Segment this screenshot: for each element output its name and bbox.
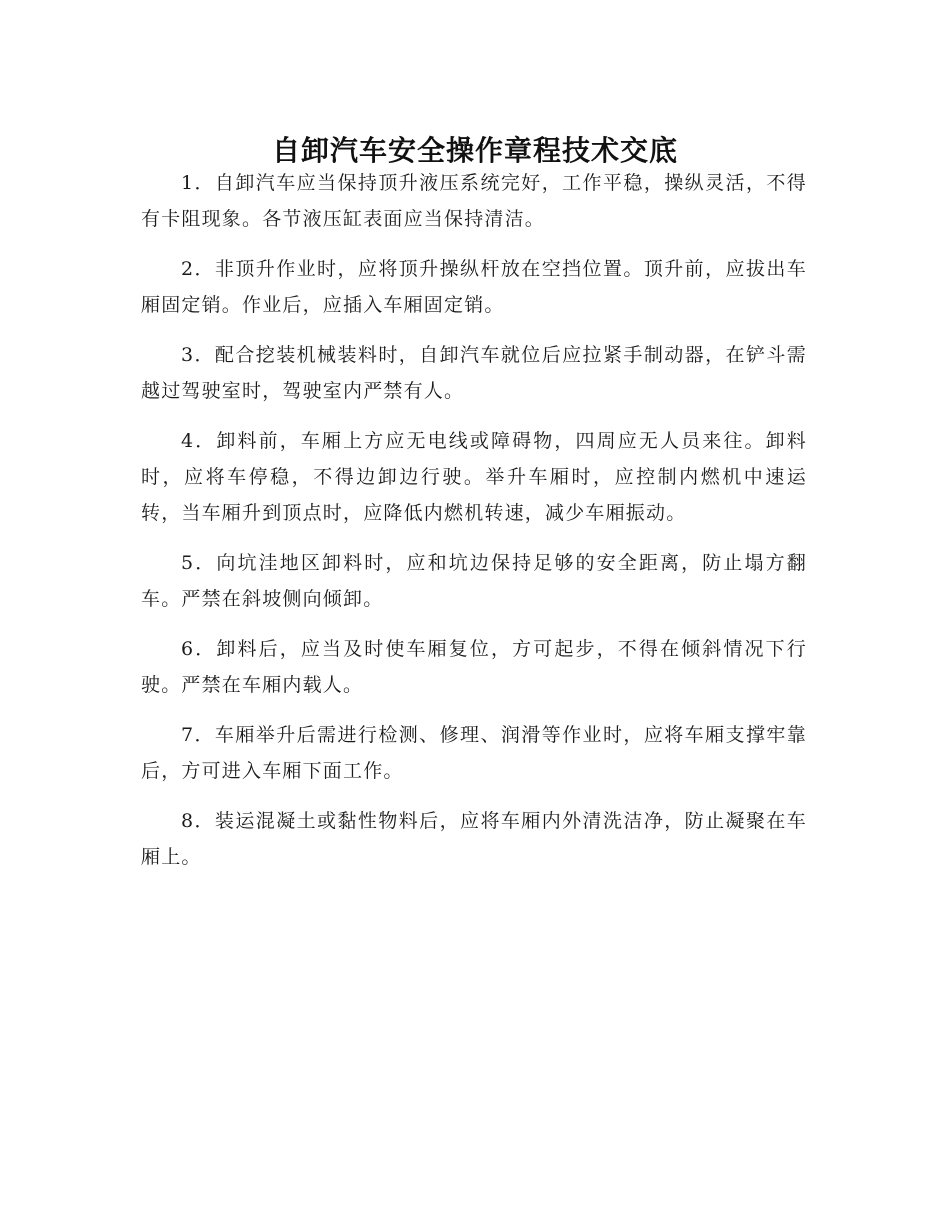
page-title: 自卸汽车安全操作章程技术交底 (271, 133, 678, 167)
document-body (141, 165, 807, 889)
paragraph-3: 3．配合挖装机械装料时，自卸汽车就位后应拉紧手制动器，在铲斗需越过驾驶室时，驾驶室内严禁有人。 (141, 344, 807, 402)
paragraph-5: 5．向坑洼地区卸料时，应和坑边保持足够的安全距离，防止塌方翻车。严禁在斜坡侧向倾卸。 (141, 552, 807, 610)
paragraph-1: 1．自卸汽车应当保持顶升液压系统完好，工作平稳，操纵灵活，不得有卡阻现象。各节液压缸表面应当保持清洁。 (141, 172, 807, 230)
paragraph-2: 2．非顶升作业时，应将顶升操纵杆放在空挡位置。顶升前，应拔出车厢固定销。作业后，应插入车厢固定销。 (141, 258, 807, 316)
paragraph-4: 4．卸料前，车厢上方应无电线或障碍物，四周应无人员来往。卸料时，应将车停稳，不得边卸边行驶。举升车厢时，应控制内燃机中速运转，当车厢升到顶点时，应降低内燃机转速，减少车厢振动。 (141, 430, 807, 524)
paragraph-6: 6．卸料后，应当及时使车厢复位，方可起步，不得在倾斜情况下行驶。严禁在车厢内载人。 (141, 638, 807, 696)
paragraph-8: 8．装运混凝土或黏性物料后，应将车厢内外清洗洁净，防止凝聚在车厢上。 (141, 810, 807, 868)
paragraph-7: 7．车厢举升后需进行检测、修理、润滑等作业时，应将车厢支撑牢靠后，方可进入车厢下面工作。 (141, 724, 807, 782)
